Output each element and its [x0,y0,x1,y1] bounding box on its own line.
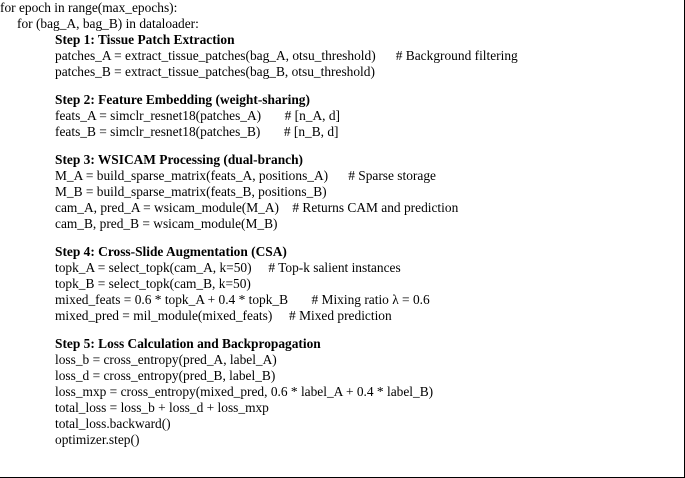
code-line [0,292,685,308]
outer-loop-line: for epoch in range(max_epochs): [0,0,178,15]
code-text: feats_B = simclr_resnet18(patches_B) [55,124,261,139]
step3-title: Step 3: WSICAM Processing (dual-branch) [55,152,303,167]
code-comment: # Sparse storage [348,168,436,183]
code-comment: # [n_B, d] [283,124,339,139]
code-comment: # Background filtering [395,48,518,63]
step1-title: Step 1: Tissue Patch Extraction [55,32,235,47]
code-text: feats_A = simclr_resnet18(patches_A) [55,108,262,123]
code-line: total_loss.backward() [55,416,171,431]
code-line [0,308,685,324]
code-comment: # [n_A, d] [284,108,340,123]
code-line [0,108,685,124]
code-line: loss_mxp = cross_entropy(mixed_pred, 0.6 * label_A + 0.4 * label_B) [55,384,434,399]
code-comment: # Returns CAM and prediction [292,200,459,215]
code-line [0,48,685,64]
inner-loop-line: for (bag_A, bag_B) in dataloader: [17,16,199,31]
code-line [0,260,685,276]
spacer [0,232,685,244]
code-text: mixed_pred = mil_module(mixed_feats) [55,308,273,323]
step4-title: Step 4: Cross-Slide Augmentation (CSA) [55,244,287,259]
code-text: M_A = build_sparse_matrix(feats_A, positions_A) [55,168,329,183]
code-line [0,168,685,184]
code-comment: # Mixing ratio λ = 0.6 [311,292,430,307]
code-line: patches_B = extract_tissue_patches(bag_B, otsu_threshold) [55,64,375,79]
code-text: mixed_feats = 0.6 * topk_A + 0.4 * topk_B [55,292,289,307]
spacer [0,324,685,336]
code-line: total_loss = loss_b + loss_d + loss_mxp [55,400,269,415]
code-text: patches_A = extract_tissue_patches(bag_A, otsu_threshold) [55,48,376,63]
code-line: loss_b = cross_entropy(pred_A, label_A) [55,352,277,367]
code-text: topk_A = select_topk(cam_A, k=50) [55,260,252,275]
code-line: cam_B, pred_B = wsicam_module(M_B) [55,216,278,231]
step5-title: Step 5: Loss Calculation and Backpropagation [55,336,321,351]
code-line [0,200,685,216]
spacer [0,80,685,92]
code-line: optimizer.step() [55,432,140,447]
code-text: cam_A, pred_A = wsicam_module(M_A) [55,200,279,215]
code-line: loss_d = cross_entropy(pred_B, label_B) [55,368,276,383]
code-line: topk_B = select_topk(cam_B, k=50) [55,276,251,291]
spacer [0,140,685,152]
code-comment: # Mixed prediction [289,308,392,323]
code-line: M_B = build_sparse_matrix(feats_B, positions_B) [55,184,327,199]
code-comment: # Top-k salient instances [268,260,401,275]
step2-title: Step 2: Feature Embedding (weight-sharing) [55,92,310,107]
code-line [0,124,685,140]
